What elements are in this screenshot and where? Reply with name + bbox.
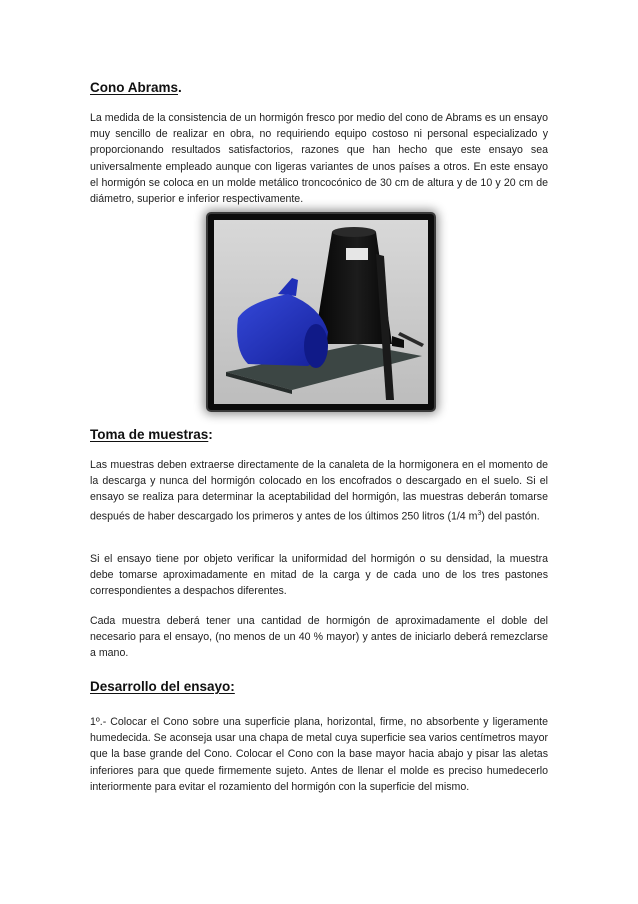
heading-punct: : xyxy=(208,427,213,442)
procedure-paragraph: 1º.- Colocar el Cono sobre una superficie plana, horizontal, firme, no absorbente y ligeramente humedecida. Se aconseja usar una chapa de metal cuya superficie sea varios centímetros mayor que la base grande del Cono. Colocar el Cono con la base mayor hacia abajo y pisar las aletas inferiores para que quede firmemente sujeto. Antes de llenar el molde es preciso humedecerlo interiormente para evitar el rozamiento del hormigón con la superficie del mismo. xyxy=(90,716,548,793)
sampling-paragraph-1 xyxy=(90,457,548,524)
cubic-superscript: 3 xyxy=(477,509,482,517)
abrams-cone-illustration xyxy=(208,214,434,410)
section-heading-toma-muestras xyxy=(90,427,213,442)
sampling-paragraph-3: Cada muestra deberá tener una cantidad de hormigón de aproximadamente el doble del necesario para el ensayo, (no menos de un 40 % mayor) y antes de iniciarlo deberá remezclarse a mano. xyxy=(90,615,548,660)
heading-text: Desarrollo del ensayo: xyxy=(90,679,235,694)
cone-top-opening xyxy=(332,227,376,237)
sampling-text-end: ) del pastón. xyxy=(481,510,540,523)
abrams-cone-photo xyxy=(208,214,434,410)
heading-text: Toma de muestras xyxy=(90,427,209,442)
sampling-text: Las muestras deben extraerse directamente de la canaleta de la hormigonera en el momento de la descarga y nunca del hormigón colocado en los encofrados o descargado en el suelo. Si el ensayo se realiza para determinar la aceptabilidad del hormigón, las muestras deberán tomarse después de haber descargado los primeros y antes de los últimos 250 litros (1/4 m xyxy=(90,459,548,523)
section-heading-desarrollo xyxy=(90,679,235,694)
section-heading-cono-abrams xyxy=(90,80,182,95)
scoop-opening xyxy=(304,324,328,368)
cone-label xyxy=(346,248,368,260)
sampling-paragraph-2: Si el ensayo tiene por objeto verificar la uniformidad del hormigón o su densidad, la muestra debe tomarse aproximadamente en mitad de la carga y de cada uno de los tres pastones correspondientes a despachos diferentes. xyxy=(90,553,548,598)
intro-paragraph: La medida de la consistencia de un hormigón fresco por medio del cono de Abrams es un ensayo muy sencillo de realizar en obra, no requiriendo equipo costoso ni personal especializado y proporcionando resultados satisfactorios, razones que han hecho que este ensayo sea universalmente empleado aunque con ligeras variantes de unos países a otros. En este ensayo el hormigón se coloca en un molde metálico troncocónico de 30 cm de altura y de 10 y 20 cm de diámetro, superior e inferior respectivamente. xyxy=(90,112,548,206)
heading-text: Cono Abrams xyxy=(90,80,179,95)
heading-punct: . xyxy=(178,80,182,95)
